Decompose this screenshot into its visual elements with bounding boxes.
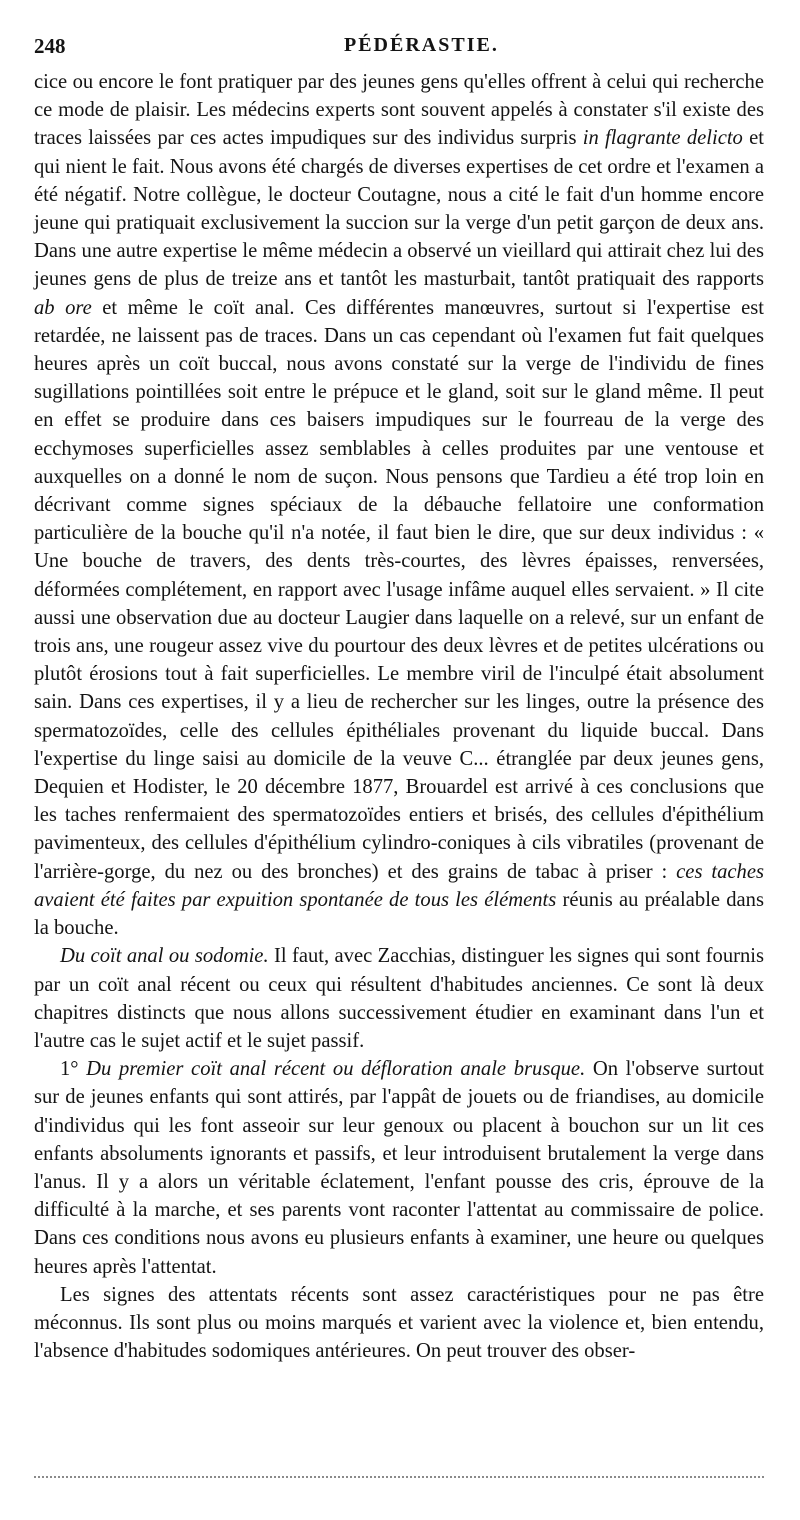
italic-run: in flagrante delicto xyxy=(582,127,743,150)
page-header xyxy=(34,34,770,60)
section-heading-italic: Du premier coït anal récent ou défloration anale brusque. xyxy=(86,1058,586,1081)
paragraph-sodomie xyxy=(34,942,764,1055)
italic-run: ab ore xyxy=(34,296,92,319)
text-run: Les signes des attentats récents sont assez caractéristiques pour ne pas être méconnus. Ils sont plus ou moins marqués et varient avec la violence et, bien entendu, l'absence d'habitudes sodomiques antérieures. On peut trouver des obser- xyxy=(34,1283,764,1363)
footer-dotted-rule xyxy=(34,1476,764,1478)
text-run: et même le coït anal. Ces différentes manœuvres, surtout si l'expertise est retardée, ne laissent pas de traces. Dans un cas cependant où l'examen fut fait quelques heures après un coït buccal, nous avons constaté sur la verge de l'individu de fines sugillations pointillées soit entre le prépuce et le gland, soit sur le gland même. Il peut en effet se produire dans ces baisers impudiques sur le fourreau de la verge des ecchymoses superficielles assez semblables à celles produites par une ventouse et auxquelles on a donné le nom de suçon. Nous pensons que Tardieu a été trop loin en décrivant comme signes spéciaux de la débauche fellatoire une conformation particulière de la bouche qu'il n'a notée, il faut bien le dire, que sur deux individus : « Une bouche de travers, des dents très-courtes, des lèvres épaisses, renversées, déformées complétement, en rapport avec l'usage infâme auquel elles servaient. » Il cite aussi une observation due au docteur Laugier dans laquelle on a relevé, sur un enfant de trois ans, une rougeur assez vive du pourtour des deux lèvres et de petites ulcérations ou plutôt érosions tout à fait superficielles. Le membre viril de l'inculpé était absolument sain. Dans ces expertises, il y a lieu de rechercher sur les linges, outre la présence des spermatozoïdes, celle des cellules épithéliales provenant du liquide buccal. Dans l'expertise du linge saisi au domicile de la veuve C... étranglée par deux jeunes gens, Dequien et Hodister, le 20 décembre 1877, Brouardel est arrivé à ces conclusions que les taches renfermaient des spermatozoïdes entiers et brisés, des cellules d'épithélium pavimenteux, des cellules d'épithélium cylindro-coniques à cils vibratiles (provenant de l'arrière-gorge, du nez ou des bronches) et des grains de tabac à priser : xyxy=(34,296,764,883)
text-run: Il faut, avec Zacchias, distinguer les signes qui sont fournis par un coït anal récent ou ceux qui résultent d'habitudes anciennes. Ce sont là deux chapitres distincts que nous allons successivement étudier en examinant dans l'un et l'autre cas le sujet actif et le sujet passif. xyxy=(34,945,765,1052)
paragraph-defloration xyxy=(34,1055,764,1281)
paragraph-fellation xyxy=(34,68,764,942)
running-title: PÉDÉRASTIE. xyxy=(344,34,499,56)
italic-run: ces taches avaient été faites par expuition spontanée de tous les éléments xyxy=(34,860,764,911)
paragraph-signes xyxy=(34,1281,764,1366)
text-run: On l'observe surtout sur de jeunes enfants qui sont attirés, par l'appât de jouets ou de friandises, au domicile d'individus qui les font asseoir sur leur genoux ou placent à bouchon sur un lit ces enfants absoluments ignorants et passifs, et leur introduisent brutalement la verge dans l'anus. Il y a alors un véritable éclatement, l'enfant pousse des cris, éprouve de la difficulté à la marche, et ses parents vont raconter l'attentat au commissaire de police. Dans ces conditions nous avons eu plusieurs enfants à examiner, une heure ou quelques heures après l'attentat. xyxy=(34,1058,764,1278)
list-number: 1° xyxy=(60,1058,87,1081)
text-run: cice ou encore le font pratiquer par des jeunes gens qu'elles offrent à celui qui recherche ce mode de plaisir. Les médecins experts sont souvent appelés à constater s'il existe des traces laissées par ces actes impudiques sur des individus surpris xyxy=(34,71,764,150)
section-heading-italic: Du coït anal ou sodomie. xyxy=(60,945,269,968)
page-number: 248 xyxy=(34,34,66,58)
text-run: et qui nient le fait. Nous avons été chargés de diverses expertises de cet ordre et l'examen a été négatif. Notre collègue, le docteur Coutagne, nous a cité le fait d'un homme encore jeune qui pratiquait exclusivement la succion sur la verge d'un petit garçon de deux ans. Dans une autre expertise le même médecin a observé un vieillard qui attirait chez lui des jeunes gens de plus de treize ans et tantôt les masturbait, tantôt pratiquait des rapports xyxy=(34,127,764,291)
text-run: réunis au préalable dans la bouche. xyxy=(34,888,764,940)
body-text xyxy=(34,68,764,1365)
